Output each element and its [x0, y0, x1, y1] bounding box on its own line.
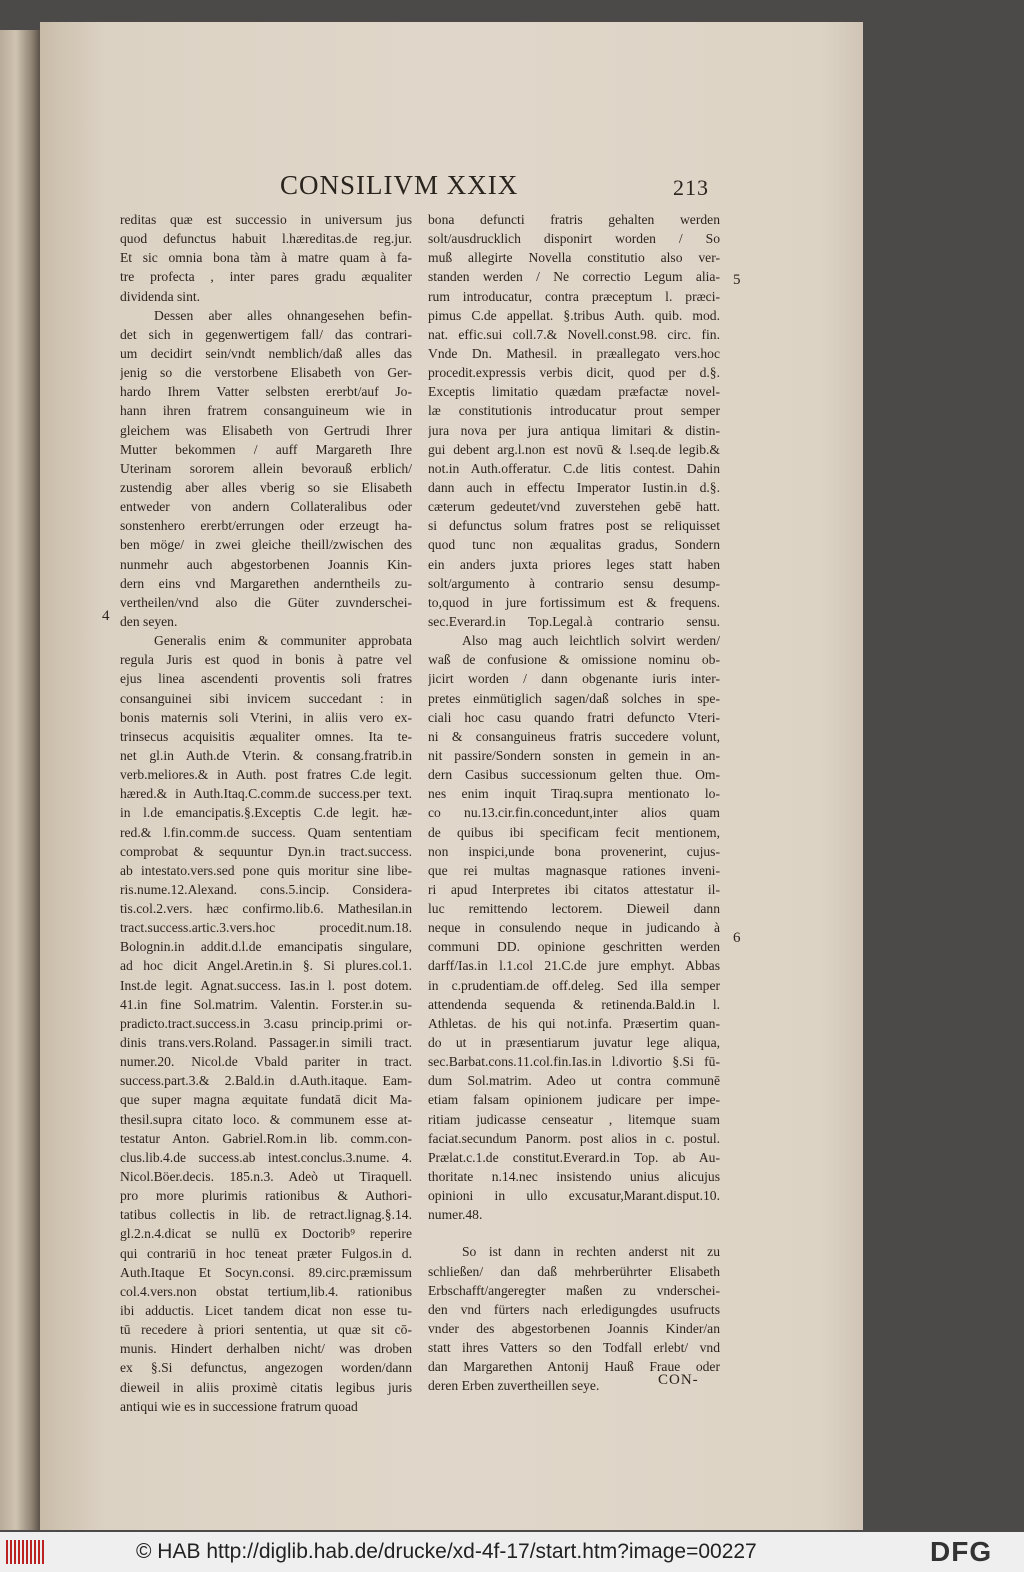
- text-line: comprobat & sequuntur Dyn.in tract.success.: [120, 843, 412, 859]
- text-line: tract.success.artic.3.vers.hoc procedit.num.18.: [120, 920, 412, 936]
- text-line: pro more plurimis rationibus & Authori-: [120, 1188, 412, 1204]
- text-line: qui contrariū in hoc teneat præter Fulgos.in d.: [120, 1245, 412, 1261]
- text-line: Exceptis limitatio quædam præfactæ novel-: [428, 384, 720, 400]
- text-line: in c.prudentiam.de off.deleg. Sed illa semper: [428, 977, 720, 993]
- text-line: hæred.& in Auth.Itaq.C.comm.de success.per text.: [120, 786, 412, 802]
- text-line: sec.Barbat.cons.11.col.fin.Ias.in l.divortio §.Si fū-: [428, 1054, 720, 1070]
- text-line: Also mag auch leichtlich solvirt werden/: [462, 633, 720, 649]
- text-line: que super magna æquitate fundatā dicit Ma-: [120, 1092, 412, 1108]
- text-line: verb.meliores.& in Auth. post fratres C.de legit.: [120, 767, 412, 783]
- text-line: darff/Ias.in l.1.col 21.C.de jure emphyt. Abbas: [428, 958, 720, 974]
- text-line: clus.lib.4.de success.ab intest.conclus.3.nume. 4.: [120, 1149, 412, 1165]
- text-line: col.4.vers.non obstat tertium,lib.4. rationibus: [120, 1283, 412, 1299]
- text-line: gl.2.n.4.dicat se nullū ex Doctorib⁹ reperire: [120, 1226, 412, 1242]
- text-line: ciali hoc casu quando fratri defuncto Vteri-: [428, 709, 720, 725]
- text-line: dern eins vnd Margarethen anderntheils zu-: [120, 575, 412, 591]
- text-line: thesil.supra citato loco. & communem esse at-: [120, 1111, 412, 1127]
- margin-note: 6: [733, 930, 741, 946]
- text-line: quod defunctus habuit l.hæreditas.de reg.jur.: [120, 231, 412, 247]
- text-line: nunmehr auch abgestorbenen Joannis Kin-: [120, 556, 412, 572]
- text-line: tatibus collectis in lib. de retract.lignag.§.14.: [120, 1207, 412, 1223]
- text-line: pimus C.de appellat. §.tribus Auth. quib. mod.: [428, 307, 720, 323]
- text-line: Vnde Dn. Mathesil. in præallegato vers.hoc: [428, 345, 720, 361]
- text-line: Generalis enim & communiter approbata: [154, 633, 412, 649]
- left-column: [120, 210, 412, 1416]
- text-line: entweder von andern Collateralibus oder: [120, 499, 412, 515]
- text-line: etiam falsam opinionem judicare per impe-: [428, 1092, 720, 1108]
- text-line: neque in consulendo neque in judicando à: [428, 920, 720, 936]
- text-line: So ist dann in rechten anderst nit zu: [462, 1244, 720, 1260]
- margin-note: 4: [102, 608, 110, 624]
- text-line: bona defuncti fratris gehalten werden: [428, 212, 720, 227]
- text-line: quod tunc non æqualitas gradus, Sondern: [428, 537, 720, 553]
- text-line: consanguinei sibi invicem succedant : in: [120, 690, 412, 706]
- text-line: ein anders juxta priores leges statt haben: [428, 556, 720, 572]
- text-line: thoritate n.14.nec insistendo unius alicujus: [428, 1169, 720, 1185]
- text-line: Bolognin.in addit.d.l.de emancipatis singulare,: [120, 939, 412, 955]
- text-line: gui debent arg.l.non est novū & l.seq.de legib.&: [428, 441, 720, 457]
- margin-note: 5: [733, 272, 741, 288]
- text-line: dann auch in effectu Imperator Iustin.in d.§.: [428, 479, 720, 495]
- text-line: Erbschafft/angeregter maßen zu vnderschei-: [428, 1282, 720, 1298]
- text-line: waß de confusione & omissione nominu ob-: [428, 652, 720, 668]
- text-line: ad hoc dicit Angel.Aretin.in §. Si plures.col.1.: [120, 958, 412, 974]
- text-line: procedit.expressis verbis dicit, quod per d.§.: [428, 365, 720, 381]
- text-line: regula Juris est quod in bonis à patre vel: [120, 652, 412, 668]
- text-line: pradicto.tract.success.in 3.casu princip.primi or-: [120, 1015, 412, 1031]
- text-line: schließen/ dan daß mehrberührter Elisabeth: [428, 1263, 720, 1279]
- text-line: ejus linea ascendenti proventis soli fratres: [120, 671, 412, 687]
- text-line: Prælat.c.1.de constitut.Everard.in Top. ab Au-: [428, 1149, 720, 1165]
- text-line: det sich in gegenwertigem fall/ das contrari-: [120, 326, 412, 342]
- text-line: jura nova per jura antiqua limitari & distin-: [428, 422, 720, 438]
- text-line: muß allegirte Novella constitutio also ver-: [428, 250, 720, 266]
- text-line: tū recedere à priori sententia, ut quæ sit cō-: [120, 1322, 412, 1338]
- text-line: in l.de emancipatis.§.Exceptis C.de legit. hæ-: [120, 805, 412, 821]
- text-line: Uterinam sororem allein bevorauß erblich/: [120, 460, 412, 476]
- catchword: CON-: [658, 1372, 699, 1388]
- text-line: solt/ausdrucklich disponirt worden / So: [428, 231, 720, 247]
- right-column: [428, 210, 720, 1396]
- text-line: vnder des abgestorbenen Joannis Kinder/an: [428, 1321, 720, 1337]
- text-line: um decidirt sein/vndt nemblich/daß alles das: [120, 345, 412, 361]
- text-line: Auth.Itaque Et Socyn.consi. 89.circ.præmissum: [120, 1264, 412, 1280]
- text-line: 41.in fine Sol.matrim. Valentin. Forster.in su-: [120, 996, 412, 1012]
- text-line: ex §.Si defunctus, angezogen worden/dann: [120, 1360, 412, 1376]
- text-line: zustendig aber alles vberig so sie Elisabeth: [120, 479, 412, 495]
- text-line: luc remittendo lectorem. Dieweil dann: [428, 901, 720, 917]
- text-line: testatur Anton. Gabriel.Rom.in lib. comm.con-: [120, 1130, 412, 1146]
- text-line: Et sic omnia bona tàm à matre quam à fa-: [120, 250, 412, 266]
- text-line: ritiam judicasse censeatur , litemque suam: [428, 1111, 720, 1127]
- text-line: dum Sol.matrim. Adeo ut contra communē: [428, 1073, 720, 1089]
- text-line: hann ihren fratrem consanguineum wie in: [120, 403, 412, 419]
- text-line: ri apud Interpretes ibi citatos attestatur il-: [428, 881, 720, 897]
- text-line: ab intestato.vers.sed pone quis moritur sine libe-: [120, 862, 412, 878]
- text-line: pretes einmütiglich sagen/daß solches in spe-: [428, 690, 720, 706]
- text-line: dieweil in aliis proximè citatis legibus juris: [120, 1379, 412, 1395]
- text-line: jicirt worden / dann obgenante iuris inter-: [428, 671, 720, 687]
- text-line: ris.nume.12.Alexand. cons.5.incip. Considera-: [120, 881, 412, 897]
- text-line: communi DD. opinione geschritten werden: [428, 939, 720, 955]
- text-line: antiqui wie es in successione fratrum quoad: [120, 1398, 358, 1414]
- text-line: que rei multas magnasque rationes inveni-: [428, 862, 720, 878]
- text-line: faciat.secundum Panorm. post alios in c. postul.: [428, 1130, 720, 1146]
- text-line: hardo Ihrem Vatter selbsten ererbt/auf Jo-: [120, 384, 412, 400]
- text-line: bonis maternis soli Vterini, in aliis vero ex-: [120, 709, 412, 725]
- adjacent-page-edge: [0, 30, 40, 1530]
- footer-bar: [0, 1532, 1024, 1572]
- text-line: tre profecta , inter pares gradu æqualiter: [120, 269, 412, 285]
- text-line: red.& l.fin.comm.de success. Quam sententiam: [120, 824, 412, 840]
- text-line: den vnd fürters nach erledigungdes usufructs: [428, 1301, 720, 1317]
- text-line: not.in Auth.offeratur. C.de litis contest. Dahin: [428, 460, 720, 476]
- text-line: numer.20. Nicol.de Vbald pariter in tract.: [120, 1054, 412, 1070]
- text-line: dinis trans.vers.Roland. Passager.in simili tract.: [120, 1035, 412, 1051]
- text-line: opinioni in ullo excusatur,Marant.disput.10.: [428, 1188, 720, 1204]
- text-line: numer.48.: [428, 1207, 483, 1223]
- text-line: success.part.3.& 2.Bald.in d.Auth.itaque. Eam-: [120, 1073, 412, 1089]
- text-line: nat. effic.sui coll.7.& Novell.const.98. circ. fin.: [428, 326, 720, 342]
- running-title: CONSILIVM XXIX: [280, 170, 519, 200]
- text-line: rum introducatur, contra præceptum l. præci-: [428, 288, 720, 304]
- text-line: Nicol.Böer.decis. 185.n.3. Adeò ut Tiraquell.: [120, 1169, 412, 1185]
- text-line: jenig so die verstorbene Elisabeth von Ger-: [120, 365, 412, 381]
- text-line: ni & consanguineus fratris succedere volunt,: [428, 728, 720, 744]
- text-line: attendenda sequenda & retinenda.Bald.in l.: [428, 996, 720, 1012]
- text-line: læ constitutionis introducatur prout semper: [428, 403, 720, 419]
- text-line: nit passire/Sondern sonsten in gemein in an-: [428, 747, 720, 763]
- text-line: ben möge/ in zwei gleiche theill/zwischen des: [120, 537, 412, 553]
- text-line: gleichem was Elisabeth von Gertrudi Ihrer: [120, 422, 412, 438]
- hab-logo-icon: [6, 1540, 44, 1564]
- text-line: deren Erben zuvertheillen seye.: [428, 1378, 600, 1394]
- text-line: dividenda sint.: [120, 288, 201, 304]
- text-line: ibi adductis. Licet tandem dicat non esse tu-: [120, 1303, 412, 1319]
- page-number: 213: [673, 175, 709, 200]
- text-line: sec.Everard.in Top.Legal.à contrario sensu.: [428, 613, 720, 629]
- text-line: statt ihres Vatters so den Todfall erlebt/ vnd: [428, 1340, 720, 1356]
- text-line: vertheilen/vnd also die Güter zuvnderschei-: [120, 594, 412, 610]
- text-line: tis.col.2.vers. hæc confirmo.lib.6. Mathesilan.in: [120, 901, 412, 917]
- text-line: cæterum gedeutet/vnd zuverstehen gebē hatt.: [428, 499, 720, 515]
- text-line: Dessen aber alles ohnangesehen befin-: [154, 307, 412, 323]
- scanned-page: [40, 22, 863, 1530]
- text-line: net gl.in Auth.de Vterin. & consang.fratrib.in: [120, 747, 412, 763]
- text-line: dan Margarethen Antonij Hauß Fraue oder: [428, 1359, 720, 1375]
- text-line: de quibus ibi specificam fecit mentionem,: [428, 824, 720, 840]
- dfg-logo: DFG: [930, 1536, 993, 1567]
- text-line: den seyen.: [120, 613, 178, 629]
- text-line: Mutter bekommen / auff Margareth Ihre: [120, 441, 412, 457]
- text-line: do ut in præsentiarum juvatur lege aliqua,: [428, 1035, 720, 1051]
- text-line: nes enim inquit Tiraq.supra mentionato lo-: [428, 786, 720, 802]
- text-line: munis. Hindert derhalben nicht/ was droben: [120, 1341, 412, 1357]
- text-line: reditas quæ est successio in universum jus: [120, 212, 412, 227]
- text-line: si defunctus solum fratres post se reliquisset: [428, 518, 720, 534]
- text-line: sonstenhero ererbt/errungen oder erzeugt ha-: [120, 518, 412, 534]
- text-line: co nu.13.cir.fin.concedunt,inter alios quam: [428, 805, 720, 821]
- text-line: to,quod in jure fortissimum est & frequens.: [428, 594, 720, 610]
- text-line: Athletas. de his qui not.infa. Præsertim quan-: [428, 1015, 720, 1031]
- text-line: Inst.de legit. Agnat.success. Ias.in l. post dotem.: [120, 977, 412, 993]
- text-line: standen werden / Ne correctio Legum alia-: [428, 269, 720, 285]
- text-line: trinsecus acquisitis æqualiter omnes. Ita te-: [120, 728, 412, 744]
- text-line: non inspici,unde bona provenerint, cujus-: [428, 843, 720, 859]
- copyright-link[interactable]: © HAB http://diglib.hab.de/drucke/xd-4f-17/start.htm?image=00227: [136, 1540, 757, 1563]
- text-line: solt/argumento à contrario sensu desump-: [428, 575, 720, 591]
- text-line: dern Casibus successionum gelten thue. Om-: [428, 767, 720, 783]
